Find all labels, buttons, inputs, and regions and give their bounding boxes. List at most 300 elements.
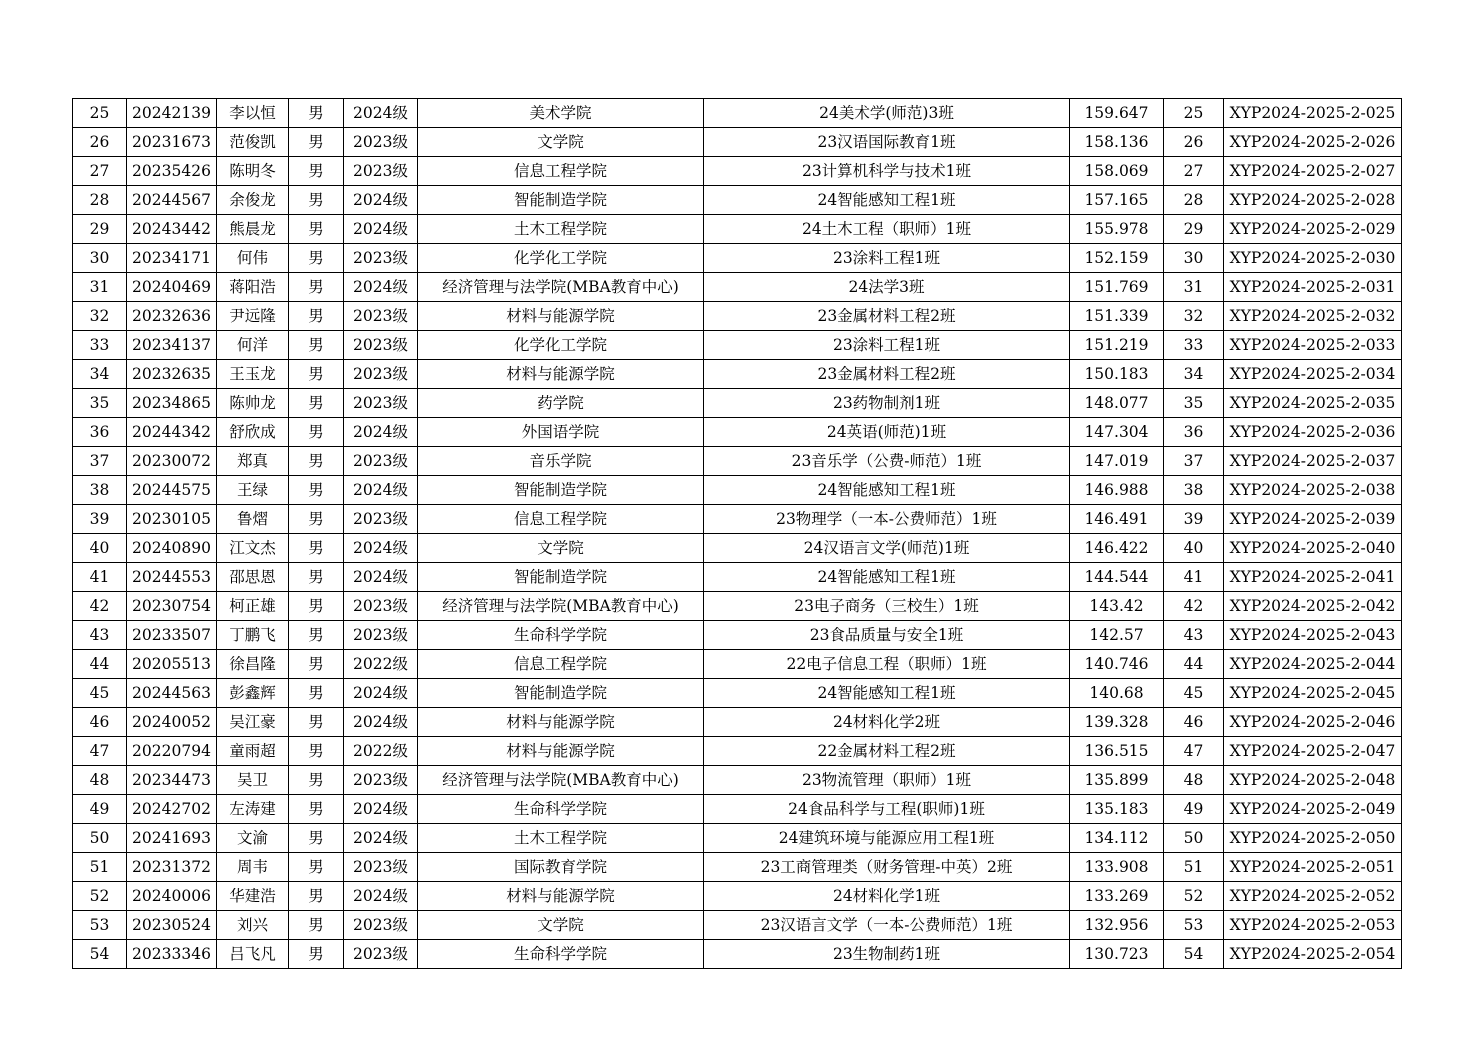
score-cell: 147.019 bbox=[1070, 447, 1164, 476]
student-id-cell: 20240006 bbox=[127, 882, 217, 911]
score-cell: 151.339 bbox=[1070, 302, 1164, 331]
student-id-cell: 20234473 bbox=[127, 766, 217, 795]
name-cell: 徐昌隆 bbox=[217, 650, 289, 679]
gender-cell: 男 bbox=[289, 244, 344, 273]
table-row bbox=[73, 621, 1402, 650]
row-index-cell: 32 bbox=[73, 302, 127, 331]
gender-cell: 男 bbox=[289, 418, 344, 447]
class-cell: 24美术学(师范)3班 bbox=[704, 99, 1070, 128]
score-cell: 139.328 bbox=[1070, 708, 1164, 737]
name-cell: 彭鑫辉 bbox=[217, 679, 289, 708]
college-cell: 材料与能源学院 bbox=[418, 708, 704, 737]
score-cell: 133.908 bbox=[1070, 853, 1164, 882]
table-row bbox=[73, 911, 1402, 940]
college-cell: 化学化工学院 bbox=[418, 331, 704, 360]
certificate-number-cell: XYP2024-2025-2-036 bbox=[1224, 418, 1402, 447]
row-index-cell: 44 bbox=[73, 650, 127, 679]
rank-cell: 37 bbox=[1164, 447, 1224, 476]
table-row bbox=[73, 853, 1402, 882]
gender-cell: 男 bbox=[289, 273, 344, 302]
table-row bbox=[73, 418, 1402, 447]
grade-cell: 2024级 bbox=[344, 795, 418, 824]
rank-cell: 48 bbox=[1164, 766, 1224, 795]
score-cell: 147.304 bbox=[1070, 418, 1164, 447]
certificate-number-cell: XYP2024-2025-2-031 bbox=[1224, 273, 1402, 302]
score-cell: 151.769 bbox=[1070, 273, 1164, 302]
college-cell: 土木工程学院 bbox=[418, 215, 704, 244]
college-cell: 材料与能源学院 bbox=[418, 302, 704, 331]
certificate-number-cell: XYP2024-2025-2-039 bbox=[1224, 505, 1402, 534]
score-cell: 152.159 bbox=[1070, 244, 1164, 273]
college-cell: 信息工程学院 bbox=[418, 157, 704, 186]
row-index-cell: 53 bbox=[73, 911, 127, 940]
college-cell: 材料与能源学院 bbox=[418, 360, 704, 389]
grade-cell: 2023级 bbox=[344, 766, 418, 795]
grade-cell: 2023级 bbox=[344, 244, 418, 273]
rank-cell: 40 bbox=[1164, 534, 1224, 563]
gender-cell: 男 bbox=[289, 476, 344, 505]
class-cell: 22电子信息工程（职师）1班 bbox=[704, 650, 1070, 679]
class-cell: 24食品科学与工程(职师)1班 bbox=[704, 795, 1070, 824]
row-index-cell: 31 bbox=[73, 273, 127, 302]
row-index-cell: 46 bbox=[73, 708, 127, 737]
class-cell: 23汉语国际教育1班 bbox=[704, 128, 1070, 157]
name-cell: 邵思恩 bbox=[217, 563, 289, 592]
rank-cell: 30 bbox=[1164, 244, 1224, 273]
name-cell: 尹远隆 bbox=[217, 302, 289, 331]
rank-cell: 28 bbox=[1164, 186, 1224, 215]
class-cell: 24土木工程（职师）1班 bbox=[704, 215, 1070, 244]
score-cell: 143.42 bbox=[1070, 592, 1164, 621]
name-cell: 余俊龙 bbox=[217, 186, 289, 215]
rank-cell: 41 bbox=[1164, 563, 1224, 592]
student-id-cell: 20220794 bbox=[127, 737, 217, 766]
table-row bbox=[73, 882, 1402, 911]
table-row bbox=[73, 476, 1402, 505]
row-index-cell: 50 bbox=[73, 824, 127, 853]
student-id-cell: 20240469 bbox=[127, 273, 217, 302]
class-cell: 23物理学（一本-公费师范）1班 bbox=[704, 505, 1070, 534]
student-id-cell: 20244342 bbox=[127, 418, 217, 447]
gender-cell: 男 bbox=[289, 853, 344, 882]
table-row bbox=[73, 679, 1402, 708]
table-row bbox=[73, 708, 1402, 737]
grade-cell: 2024级 bbox=[344, 186, 418, 215]
row-index-cell: 48 bbox=[73, 766, 127, 795]
certificate-number-cell: XYP2024-2025-2-025 bbox=[1224, 99, 1402, 128]
college-cell: 生命科学学院 bbox=[418, 795, 704, 824]
student-id-cell: 20231673 bbox=[127, 128, 217, 157]
certificate-number-cell: XYP2024-2025-2-049 bbox=[1224, 795, 1402, 824]
score-cell: 151.219 bbox=[1070, 331, 1164, 360]
score-cell: 158.069 bbox=[1070, 157, 1164, 186]
gender-cell: 男 bbox=[289, 621, 344, 650]
student-id-cell: 20235426 bbox=[127, 157, 217, 186]
college-cell: 文学院 bbox=[418, 128, 704, 157]
row-index-cell: 36 bbox=[73, 418, 127, 447]
class-cell: 24建筑环境与能源应用工程1班 bbox=[704, 824, 1070, 853]
certificate-number-cell: XYP2024-2025-2-048 bbox=[1224, 766, 1402, 795]
certificate-number-cell: XYP2024-2025-2-045 bbox=[1224, 679, 1402, 708]
row-index-cell: 26 bbox=[73, 128, 127, 157]
grade-cell: 2024级 bbox=[344, 99, 418, 128]
rank-cell: 53 bbox=[1164, 911, 1224, 940]
rank-cell: 45 bbox=[1164, 679, 1224, 708]
grade-cell: 2023级 bbox=[344, 331, 418, 360]
name-cell: 李以恒 bbox=[217, 99, 289, 128]
name-cell: 江文杰 bbox=[217, 534, 289, 563]
table-row bbox=[73, 650, 1402, 679]
certificate-number-cell: XYP2024-2025-2-052 bbox=[1224, 882, 1402, 911]
student-id-cell: 20244575 bbox=[127, 476, 217, 505]
student-id-cell: 20230072 bbox=[127, 447, 217, 476]
student-id-cell: 20234865 bbox=[127, 389, 217, 418]
student-id-cell: 20234137 bbox=[127, 331, 217, 360]
name-cell: 童雨超 bbox=[217, 737, 289, 766]
row-index-cell: 42 bbox=[73, 592, 127, 621]
roster-body bbox=[73, 99, 1402, 969]
certificate-number-cell: XYP2024-2025-2-030 bbox=[1224, 244, 1402, 273]
rank-cell: 32 bbox=[1164, 302, 1224, 331]
certificate-number-cell: XYP2024-2025-2-047 bbox=[1224, 737, 1402, 766]
rank-cell: 43 bbox=[1164, 621, 1224, 650]
student-id-cell: 20244553 bbox=[127, 563, 217, 592]
score-cell: 132.956 bbox=[1070, 911, 1164, 940]
rank-cell: 26 bbox=[1164, 128, 1224, 157]
row-index-cell: 27 bbox=[73, 157, 127, 186]
row-index-cell: 43 bbox=[73, 621, 127, 650]
certificate-number-cell: XYP2024-2025-2-043 bbox=[1224, 621, 1402, 650]
grade-cell: 2024级 bbox=[344, 708, 418, 737]
table-row bbox=[73, 302, 1402, 331]
row-index-cell: 45 bbox=[73, 679, 127, 708]
college-cell: 智能制造学院 bbox=[418, 186, 704, 215]
certificate-number-cell: XYP2024-2025-2-032 bbox=[1224, 302, 1402, 331]
row-index-cell: 41 bbox=[73, 563, 127, 592]
gender-cell: 男 bbox=[289, 563, 344, 592]
certificate-number-cell: XYP2024-2025-2-033 bbox=[1224, 331, 1402, 360]
grade-cell: 2024级 bbox=[344, 215, 418, 244]
class-cell: 23计算机科学与技术1班 bbox=[704, 157, 1070, 186]
student-id-cell: 20242702 bbox=[127, 795, 217, 824]
grade-cell: 2023级 bbox=[344, 360, 418, 389]
rank-cell: 25 bbox=[1164, 99, 1224, 128]
class-cell: 23金属材料工程2班 bbox=[704, 360, 1070, 389]
row-index-cell: 33 bbox=[73, 331, 127, 360]
name-cell: 陈帅龙 bbox=[217, 389, 289, 418]
table-row bbox=[73, 389, 1402, 418]
name-cell: 丁鹏飞 bbox=[217, 621, 289, 650]
class-cell: 23电子商务（三校生）1班 bbox=[704, 592, 1070, 621]
name-cell: 刘兴 bbox=[217, 911, 289, 940]
college-cell: 药学院 bbox=[418, 389, 704, 418]
row-index-cell: 51 bbox=[73, 853, 127, 882]
table-row bbox=[73, 157, 1402, 186]
grade-cell: 2024级 bbox=[344, 882, 418, 911]
certificate-number-cell: XYP2024-2025-2-054 bbox=[1224, 940, 1402, 969]
name-cell: 熊晨龙 bbox=[217, 215, 289, 244]
name-cell: 左涛建 bbox=[217, 795, 289, 824]
table-row bbox=[73, 592, 1402, 621]
student-id-cell: 20233346 bbox=[127, 940, 217, 969]
student-id-cell: 20243442 bbox=[127, 215, 217, 244]
table-row bbox=[73, 331, 1402, 360]
name-cell: 周韦 bbox=[217, 853, 289, 882]
score-cell: 135.183 bbox=[1070, 795, 1164, 824]
score-cell: 146.491 bbox=[1070, 505, 1164, 534]
name-cell: 吴卫 bbox=[217, 766, 289, 795]
gender-cell: 男 bbox=[289, 186, 344, 215]
gender-cell: 男 bbox=[289, 795, 344, 824]
grade-cell: 2023级 bbox=[344, 157, 418, 186]
class-cell: 24汉语言文学(师范)1班 bbox=[704, 534, 1070, 563]
college-cell: 经济管理与法学院(MBA教育中心) bbox=[418, 592, 704, 621]
score-cell: 135.899 bbox=[1070, 766, 1164, 795]
class-cell: 23工商管理类（财务管理-中英）2班 bbox=[704, 853, 1070, 882]
gender-cell: 男 bbox=[289, 679, 344, 708]
student-id-cell: 20230524 bbox=[127, 911, 217, 940]
table-row bbox=[73, 244, 1402, 273]
college-cell: 文学院 bbox=[418, 911, 704, 940]
grade-cell: 2024级 bbox=[344, 476, 418, 505]
name-cell: 舒欣成 bbox=[217, 418, 289, 447]
row-index-cell: 38 bbox=[73, 476, 127, 505]
student-id-cell: 20230754 bbox=[127, 592, 217, 621]
name-cell: 王绿 bbox=[217, 476, 289, 505]
name-cell: 柯正雄 bbox=[217, 592, 289, 621]
certificate-number-cell: XYP2024-2025-2-044 bbox=[1224, 650, 1402, 679]
student-id-cell: 20242139 bbox=[127, 99, 217, 128]
certificate-number-cell: XYP2024-2025-2-053 bbox=[1224, 911, 1402, 940]
rank-cell: 38 bbox=[1164, 476, 1224, 505]
student-id-cell: 20205513 bbox=[127, 650, 217, 679]
gender-cell: 男 bbox=[289, 650, 344, 679]
student-id-cell: 20233507 bbox=[127, 621, 217, 650]
row-index-cell: 29 bbox=[73, 215, 127, 244]
row-index-cell: 49 bbox=[73, 795, 127, 824]
grade-cell: 2023级 bbox=[344, 389, 418, 418]
score-cell: 148.077 bbox=[1070, 389, 1164, 418]
certificate-number-cell: XYP2024-2025-2-027 bbox=[1224, 157, 1402, 186]
roster-table bbox=[72, 98, 1402, 969]
grade-cell: 2024级 bbox=[344, 534, 418, 563]
score-cell: 136.515 bbox=[1070, 737, 1164, 766]
score-cell: 144.544 bbox=[1070, 563, 1164, 592]
row-index-cell: 40 bbox=[73, 534, 127, 563]
grade-cell: 2024级 bbox=[344, 824, 418, 853]
college-cell: 智能制造学院 bbox=[418, 563, 704, 592]
score-cell: 133.269 bbox=[1070, 882, 1164, 911]
name-cell: 蒋阳浩 bbox=[217, 273, 289, 302]
rank-cell: 50 bbox=[1164, 824, 1224, 853]
name-cell: 吴江豪 bbox=[217, 708, 289, 737]
rank-cell: 33 bbox=[1164, 331, 1224, 360]
grade-cell: 2023级 bbox=[344, 621, 418, 650]
gender-cell: 男 bbox=[289, 331, 344, 360]
college-cell: 材料与能源学院 bbox=[418, 737, 704, 766]
gender-cell: 男 bbox=[289, 389, 344, 418]
college-cell: 国际教育学院 bbox=[418, 853, 704, 882]
certificate-number-cell: XYP2024-2025-2-029 bbox=[1224, 215, 1402, 244]
college-cell: 信息工程学院 bbox=[418, 650, 704, 679]
gender-cell: 男 bbox=[289, 737, 344, 766]
name-cell: 鲁熠 bbox=[217, 505, 289, 534]
rank-cell: 31 bbox=[1164, 273, 1224, 302]
grade-cell: 2024级 bbox=[344, 679, 418, 708]
class-cell: 23药物制剂1班 bbox=[704, 389, 1070, 418]
class-cell: 24智能感知工程1班 bbox=[704, 563, 1070, 592]
grade-cell: 2024级 bbox=[344, 418, 418, 447]
rank-cell: 54 bbox=[1164, 940, 1224, 969]
score-cell: 134.112 bbox=[1070, 824, 1164, 853]
table-row bbox=[73, 940, 1402, 969]
row-index-cell: 52 bbox=[73, 882, 127, 911]
certificate-number-cell: XYP2024-2025-2-041 bbox=[1224, 563, 1402, 592]
rank-cell: 49 bbox=[1164, 795, 1224, 824]
gender-cell: 男 bbox=[289, 302, 344, 331]
gender-cell: 男 bbox=[289, 940, 344, 969]
certificate-number-cell: XYP2024-2025-2-034 bbox=[1224, 360, 1402, 389]
gender-cell: 男 bbox=[289, 360, 344, 389]
grade-cell: 2022级 bbox=[344, 737, 418, 766]
rank-cell: 46 bbox=[1164, 708, 1224, 737]
grade-cell: 2023级 bbox=[344, 911, 418, 940]
college-cell: 生命科学学院 bbox=[418, 621, 704, 650]
row-index-cell: 34 bbox=[73, 360, 127, 389]
score-cell: 159.647 bbox=[1070, 99, 1164, 128]
score-cell: 155.978 bbox=[1070, 215, 1164, 244]
grade-cell: 2024级 bbox=[344, 273, 418, 302]
gender-cell: 男 bbox=[289, 592, 344, 621]
certificate-number-cell: XYP2024-2025-2-026 bbox=[1224, 128, 1402, 157]
college-cell: 外国语学院 bbox=[418, 418, 704, 447]
score-cell: 130.723 bbox=[1070, 940, 1164, 969]
class-cell: 23涂料工程1班 bbox=[704, 331, 1070, 360]
score-cell: 146.422 bbox=[1070, 534, 1164, 563]
grade-cell: 2023级 bbox=[344, 592, 418, 621]
rank-cell: 27 bbox=[1164, 157, 1224, 186]
class-cell: 23物流管理（职师）1班 bbox=[704, 766, 1070, 795]
grade-cell: 2023级 bbox=[344, 505, 418, 534]
college-cell: 音乐学院 bbox=[418, 447, 704, 476]
class-cell: 24智能感知工程1班 bbox=[704, 476, 1070, 505]
student-id-cell: 20230105 bbox=[127, 505, 217, 534]
table-row bbox=[73, 99, 1402, 128]
score-cell: 158.136 bbox=[1070, 128, 1164, 157]
row-index-cell: 54 bbox=[73, 940, 127, 969]
grade-cell: 2022级 bbox=[344, 650, 418, 679]
gender-cell: 男 bbox=[289, 708, 344, 737]
score-cell: 140.68 bbox=[1070, 679, 1164, 708]
rank-cell: 35 bbox=[1164, 389, 1224, 418]
rank-cell: 52 bbox=[1164, 882, 1224, 911]
college-cell: 材料与能源学院 bbox=[418, 882, 704, 911]
student-id-cell: 20232636 bbox=[127, 302, 217, 331]
name-cell: 吕飞凡 bbox=[217, 940, 289, 969]
class-cell: 24材料化学1班 bbox=[704, 882, 1070, 911]
college-cell: 智能制造学院 bbox=[418, 679, 704, 708]
grade-cell: 2023级 bbox=[344, 940, 418, 969]
score-cell: 150.183 bbox=[1070, 360, 1164, 389]
gender-cell: 男 bbox=[289, 128, 344, 157]
row-index-cell: 35 bbox=[73, 389, 127, 418]
student-id-cell: 20244563 bbox=[127, 679, 217, 708]
college-cell: 文学院 bbox=[418, 534, 704, 563]
gender-cell: 男 bbox=[289, 766, 344, 795]
rank-cell: 29 bbox=[1164, 215, 1224, 244]
student-id-cell: 20234171 bbox=[127, 244, 217, 273]
score-cell: 146.988 bbox=[1070, 476, 1164, 505]
table-row bbox=[73, 563, 1402, 592]
college-cell: 信息工程学院 bbox=[418, 505, 704, 534]
name-cell: 华建浩 bbox=[217, 882, 289, 911]
class-cell: 23食品质量与安全1班 bbox=[704, 621, 1070, 650]
table-row bbox=[73, 505, 1402, 534]
certificate-number-cell: XYP2024-2025-2-050 bbox=[1224, 824, 1402, 853]
certificate-number-cell: XYP2024-2025-2-046 bbox=[1224, 708, 1402, 737]
class-cell: 23汉语言文学（一本-公费师范）1班 bbox=[704, 911, 1070, 940]
table-row bbox=[73, 186, 1402, 215]
name-cell: 何伟 bbox=[217, 244, 289, 273]
class-cell: 24智能感知工程1班 bbox=[704, 679, 1070, 708]
row-index-cell: 47 bbox=[73, 737, 127, 766]
rank-cell: 36 bbox=[1164, 418, 1224, 447]
class-cell: 24智能感知工程1班 bbox=[704, 186, 1070, 215]
table-row bbox=[73, 737, 1402, 766]
grade-cell: 2023级 bbox=[344, 128, 418, 157]
certificate-number-cell: XYP2024-2025-2-040 bbox=[1224, 534, 1402, 563]
college-cell: 经济管理与法学院(MBA教育中心) bbox=[418, 766, 704, 795]
certificate-number-cell: XYP2024-2025-2-035 bbox=[1224, 389, 1402, 418]
student-id-cell: 20231372 bbox=[127, 853, 217, 882]
class-cell: 23金属材料工程2班 bbox=[704, 302, 1070, 331]
row-index-cell: 28 bbox=[73, 186, 127, 215]
gender-cell: 男 bbox=[289, 534, 344, 563]
certificate-number-cell: XYP2024-2025-2-037 bbox=[1224, 447, 1402, 476]
table-row bbox=[73, 447, 1402, 476]
name-cell: 文渝 bbox=[217, 824, 289, 853]
college-cell: 美术学院 bbox=[418, 99, 704, 128]
table-row bbox=[73, 360, 1402, 389]
row-index-cell: 30 bbox=[73, 244, 127, 273]
row-index-cell: 25 bbox=[73, 99, 127, 128]
rank-cell: 44 bbox=[1164, 650, 1224, 679]
score-cell: 140.746 bbox=[1070, 650, 1164, 679]
gender-cell: 男 bbox=[289, 911, 344, 940]
gender-cell: 男 bbox=[289, 157, 344, 186]
grade-cell: 2023级 bbox=[344, 302, 418, 331]
gender-cell: 男 bbox=[289, 505, 344, 534]
college-cell: 土木工程学院 bbox=[418, 824, 704, 853]
table-row bbox=[73, 128, 1402, 157]
table-row bbox=[73, 824, 1402, 853]
table-row bbox=[73, 273, 1402, 302]
student-id-cell: 20244567 bbox=[127, 186, 217, 215]
row-index-cell: 39 bbox=[73, 505, 127, 534]
student-id-cell: 20232635 bbox=[127, 360, 217, 389]
grade-cell: 2024级 bbox=[344, 563, 418, 592]
name-cell: 何洋 bbox=[217, 331, 289, 360]
certificate-number-cell: XYP2024-2025-2-028 bbox=[1224, 186, 1402, 215]
gender-cell: 男 bbox=[289, 447, 344, 476]
rank-cell: 51 bbox=[1164, 853, 1224, 882]
name-cell: 范俊凯 bbox=[217, 128, 289, 157]
certificate-number-cell: XYP2024-2025-2-042 bbox=[1224, 592, 1402, 621]
class-cell: 23涂料工程1班 bbox=[704, 244, 1070, 273]
table-row bbox=[73, 534, 1402, 563]
grade-cell: 2023级 bbox=[344, 853, 418, 882]
grade-cell: 2023级 bbox=[344, 447, 418, 476]
